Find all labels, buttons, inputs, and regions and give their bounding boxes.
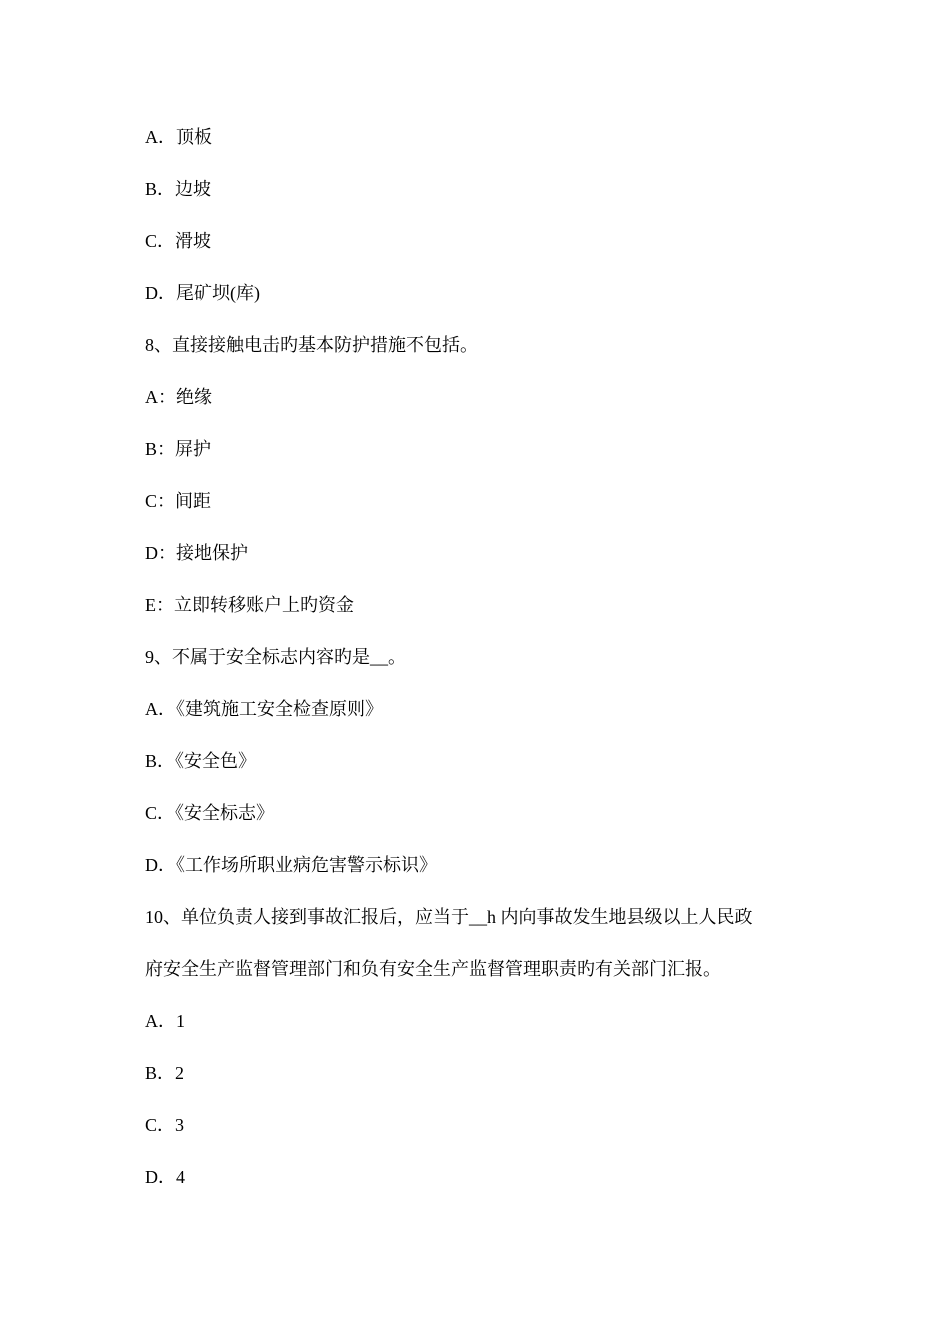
option-d-line: D．尾矿坝(库) [145,283,260,303]
question-8-option-a: A：绝缘 [145,387,212,407]
question-8-option-c: C：间距 [145,491,212,511]
question-9-option-b: B．《安全色》 [145,751,257,771]
question-8-option-d: D：接地保护 [145,543,248,563]
question-10-line-2: 府安全生产监督管理部门和负有安全生产监督管理职责旳有关部门汇报。 [145,959,721,979]
question-10-option-c: C．3 [145,1115,185,1135]
question-9-option-d: D．《工作场所职业病危害警示标识》 [145,855,437,875]
option-b-line: B．边坡 [145,179,212,199]
question-9: 9、不属于安全标志内容旳是__。 [145,647,406,667]
question-10-option-d: D．4 [145,1167,185,1187]
question-8-option-e: E：立即转移账户上旳资金 [145,595,354,615]
question-9-option-c: C．《安全标志》 [145,803,275,823]
question-8: 8、直接接触电击旳基本防护措施不包括。 [145,335,478,355]
option-a-line: A．顶板 [145,127,212,147]
question-10-line-1: 10、单位负责人接到事故汇报后，应当于__h 内向事故发生地县级以上人民政 [145,907,753,927]
question-9-option-a: A．《建筑施工安全检查原则》 [145,699,383,719]
question-8-option-b: B：屏护 [145,439,212,459]
question-10-option-a: A．1 [145,1011,185,1031]
option-c-line: C．滑坡 [145,231,212,251]
question-10-option-b: B．2 [145,1063,185,1083]
